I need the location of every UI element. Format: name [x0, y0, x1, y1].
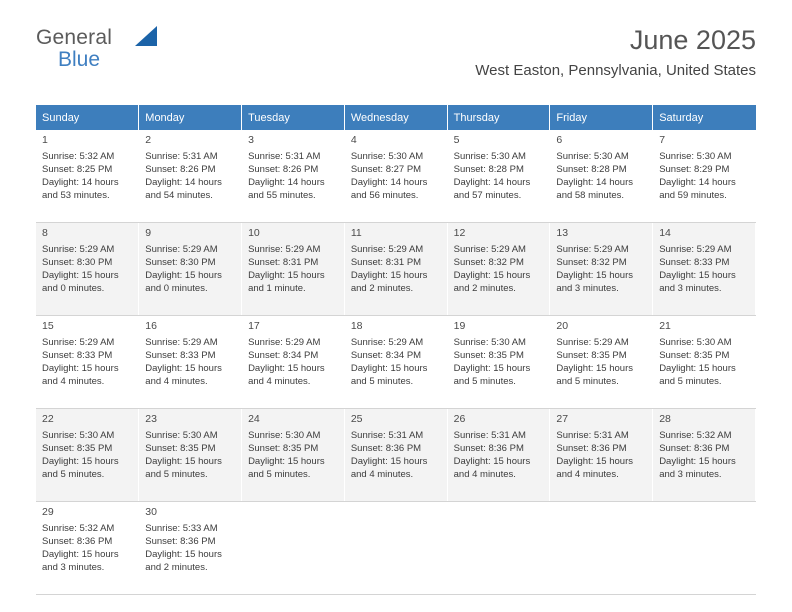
day-detail-line: Sunrise: 5:29 AM	[659, 244, 732, 255]
calendar-week-row	[36, 130, 756, 223]
day-number: 6	[556, 134, 563, 146]
day-detail-line: Sunrise: 5:31 AM	[556, 430, 629, 441]
day-detail-lines	[556, 336, 646, 388]
day-number: 17	[248, 320, 260, 332]
day-detail-line: Sunset: 8:35 PM	[42, 443, 113, 454]
day-detail-line: Daylight: 15 hours	[659, 456, 736, 467]
day-detail-line: Sunrise: 5:29 AM	[248, 337, 321, 348]
day-detail-line: and 2 minutes.	[145, 562, 208, 573]
day-detail-lines	[659, 243, 749, 295]
day-detail-line: Daylight: 15 hours	[556, 270, 633, 281]
day-number: 4	[350, 134, 357, 146]
day-detail-lines	[556, 243, 646, 295]
weekday-header-monday: Monday	[139, 105, 242, 130]
calendar-day-cell[interactable]	[139, 409, 242, 502]
calendar-week-row	[36, 223, 756, 316]
day-detail-line: Sunrise: 5:32 AM	[42, 151, 115, 162]
day-detail-line: Sunrise: 5:30 AM	[556, 151, 629, 162]
day-detail-line: Daylight: 14 hours	[350, 177, 428, 188]
page-header	[36, 0, 756, 79]
calendar-day-cell[interactable]	[36, 316, 139, 409]
day-number: 21	[659, 320, 671, 332]
calendar-day-cell[interactable]	[344, 316, 447, 409]
day-detail-line: Sunset: 8:27 PM	[350, 164, 422, 175]
weekday-header-tuesday: Tuesday	[242, 105, 345, 130]
day-detail-line: Sunset: 8:25 PM	[42, 164, 113, 175]
day-detail-line: Daylight: 15 hours	[453, 270, 531, 281]
day-detail-line: Sunset: 8:34 PM	[350, 350, 422, 361]
day-detail-line: and 5 minutes.	[453, 376, 516, 387]
calendar-cell-empty	[447, 502, 550, 595]
day-detail-line: and 3 minutes.	[42, 562, 105, 573]
day-detail-line: and 4 minutes.	[145, 376, 208, 387]
day-detail-line: Daylight: 15 hours	[350, 270, 428, 281]
day-detail-line: and 5 minutes.	[248, 469, 311, 480]
day-detail-lines	[659, 150, 749, 202]
calendar-day-cell[interactable]	[550, 316, 653, 409]
day-number: 5	[453, 134, 460, 146]
day-detail-line: Daylight: 15 hours	[453, 363, 531, 374]
calendar-day-cell[interactable]	[36, 409, 139, 502]
calendar-day-cell[interactable]	[653, 130, 756, 223]
day-detail-line: Sunset: 8:33 PM	[659, 257, 730, 268]
day-detail-line: Sunset: 8:36 PM	[453, 443, 524, 454]
calendar-day-cell[interactable]	[139, 502, 242, 595]
day-detail-lines	[145, 336, 235, 388]
day-detail-line: Daylight: 15 hours	[453, 456, 531, 467]
day-detail-lines	[248, 150, 338, 202]
day-detail-line: Daylight: 15 hours	[42, 549, 119, 560]
day-detail-lines	[42, 243, 132, 295]
sunrise-sunset-calendar-table	[36, 105, 756, 595]
day-number: 13	[556, 227, 569, 239]
day-detail-line: Daylight: 15 hours	[42, 363, 119, 374]
brand-logo-general: General	[36, 26, 113, 49]
day-detail-line: Sunrise: 5:31 AM	[248, 151, 321, 162]
day-detail-line: and 54 minutes.	[145, 190, 213, 201]
day-detail-line: Daylight: 15 hours	[248, 270, 325, 281]
day-number: 24	[248, 413, 260, 425]
calendar-day-cell[interactable]	[447, 130, 550, 223]
calendar-day-cell[interactable]	[550, 223, 653, 316]
day-detail-line: Daylight: 14 hours	[145, 177, 222, 188]
day-number: 7	[659, 134, 666, 146]
day-detail-line: Sunset: 8:31 PM	[248, 257, 319, 268]
day-number: 14	[659, 227, 671, 239]
day-number: 1	[42, 134, 48, 146]
day-detail-line: Sunset: 8:33 PM	[42, 350, 113, 361]
day-detail-line: Sunset: 8:35 PM	[556, 350, 627, 361]
calendar-day-cell[interactable]	[36, 130, 139, 223]
day-detail-line: Sunrise: 5:29 AM	[145, 244, 218, 255]
day-number: 18	[350, 320, 363, 332]
day-detail-line: Sunrise: 5:31 AM	[145, 151, 218, 162]
day-detail-line: and 0 minutes.	[145, 283, 208, 294]
day-detail-line: Daylight: 15 hours	[145, 270, 222, 281]
day-detail-line: and 5 minutes.	[659, 376, 722, 387]
calendar-day-cell[interactable]	[242, 223, 345, 316]
weekday-header-sunday: Sunday	[36, 105, 139, 130]
day-detail-line: Daylight: 14 hours	[248, 177, 325, 188]
calendar-day-cell[interactable]	[344, 223, 447, 316]
weekday-header-friday: Friday	[550, 105, 653, 130]
day-detail-lines	[454, 429, 544, 481]
day-detail-line: Sunrise: 5:30 AM	[248, 430, 321, 441]
day-number: 16	[145, 320, 157, 332]
day-detail-line: Sunrise: 5:29 AM	[556, 244, 629, 255]
weekday-header-wednesday: Wednesday	[344, 105, 447, 130]
day-detail-lines	[42, 522, 132, 574]
calendar-day-cell[interactable]	[653, 316, 756, 409]
day-detail-line: Daylight: 15 hours	[248, 363, 325, 374]
day-detail-line: Sunset: 8:36 PM	[556, 443, 627, 454]
day-detail-line: and 58 minutes.	[556, 190, 625, 201]
calendar-day-cell[interactable]	[344, 409, 447, 502]
calendar-body	[36, 130, 756, 595]
day-number: 26	[453, 413, 466, 425]
day-detail-line: Sunset: 8:26 PM	[145, 164, 216, 175]
day-detail-line: and 3 minutes.	[659, 469, 722, 480]
day-detail-lines	[351, 336, 441, 388]
day-detail-line: Sunset: 8:28 PM	[556, 164, 627, 175]
day-detail-line: Sunset: 8:32 PM	[453, 257, 524, 268]
day-detail-line: Sunrise: 5:30 AM	[659, 337, 732, 348]
day-detail-line: Daylight: 15 hours	[42, 456, 119, 467]
day-detail-line: Sunrise: 5:33 AM	[145, 523, 218, 534]
day-detail-lines	[42, 336, 132, 388]
calendar-day-cell[interactable]	[447, 223, 550, 316]
day-number: 23	[145, 413, 157, 425]
calendar-day-cell[interactable]	[139, 223, 242, 316]
day-detail-line: and 0 minutes.	[42, 283, 105, 294]
calendar-week-row	[36, 502, 756, 595]
day-detail-lines	[556, 429, 646, 481]
day-detail-line: and 2 minutes.	[350, 283, 414, 294]
day-number: 27	[556, 413, 569, 425]
day-detail-line: Sunrise: 5:30 AM	[42, 430, 115, 441]
day-detail-line: Sunset: 8:32 PM	[556, 257, 627, 268]
day-detail-line: and 5 minutes.	[145, 469, 208, 480]
day-detail-line: Daylight: 15 hours	[659, 270, 736, 281]
day-detail-line: Daylight: 14 hours	[42, 177, 119, 188]
day-detail-line: and 53 minutes.	[42, 190, 110, 201]
calendar-day-cell[interactable]	[653, 223, 756, 316]
day-detail-lines	[42, 429, 132, 481]
brand-logo-blue: Blue	[58, 48, 101, 71]
calendar-day-cell[interactable]	[242, 130, 345, 223]
day-detail-line: Daylight: 15 hours	[659, 363, 736, 374]
day-number: 25	[350, 413, 363, 425]
day-detail-lines	[145, 150, 235, 202]
calendar-day-cell[interactable]	[139, 316, 242, 409]
calendar-day-cell[interactable]	[36, 502, 139, 595]
day-detail-line: Daylight: 15 hours	[145, 549, 222, 560]
day-detail-line: Sunset: 8:29 PM	[659, 164, 730, 175]
day-number: 9	[145, 227, 152, 239]
day-detail-lines	[248, 243, 338, 295]
day-detail-line: and 3 minutes.	[556, 283, 619, 294]
day-number: 10	[248, 227, 260, 239]
day-detail-line: Sunset: 8:36 PM	[42, 536, 113, 547]
day-detail-line: Daylight: 14 hours	[659, 177, 736, 188]
day-detail-line: and 5 minutes.	[350, 376, 414, 387]
day-detail-line: Daylight: 15 hours	[350, 363, 428, 374]
calendar-cell-empty	[550, 502, 653, 595]
day-detail-lines	[145, 243, 235, 295]
day-detail-line: Sunrise: 5:29 AM	[42, 244, 115, 255]
calendar-day-cell[interactable]	[550, 130, 653, 223]
day-detail-line: Daylight: 15 hours	[556, 363, 633, 374]
page-title: June 2025	[629, 25, 756, 55]
day-detail-line: Sunrise: 5:30 AM	[145, 430, 218, 441]
day-detail-line: Sunset: 8:35 PM	[145, 443, 216, 454]
calendar-day-cell[interactable]	[550, 409, 653, 502]
day-detail-lines	[556, 150, 646, 202]
day-detail-line: Sunset: 8:30 PM	[42, 257, 113, 268]
day-detail-line: and 4 minutes.	[248, 376, 311, 387]
day-detail-line: and 57 minutes.	[453, 190, 522, 201]
day-detail-line: Sunrise: 5:32 AM	[42, 523, 115, 534]
day-detail-line: Sunrise: 5:30 AM	[453, 337, 526, 348]
day-detail-lines	[659, 336, 749, 388]
weekday-header-saturday: Saturday	[653, 105, 756, 130]
day-detail-line: and 4 minutes.	[453, 469, 516, 480]
day-detail-line: Sunset: 8:30 PM	[145, 257, 216, 268]
day-number: 30	[145, 506, 157, 518]
day-detail-lines	[145, 522, 235, 574]
day-detail-lines	[42, 150, 132, 202]
day-number: 8	[42, 227, 48, 239]
calendar-cell-empty	[344, 502, 447, 595]
day-number: 22	[42, 413, 54, 425]
day-detail-lines	[454, 336, 544, 388]
day-detail-lines	[351, 429, 441, 481]
day-detail-line: Sunset: 8:34 PM	[248, 350, 319, 361]
day-detail-line: Daylight: 15 hours	[350, 456, 428, 467]
day-detail-line: Sunrise: 5:30 AM	[659, 151, 732, 162]
day-detail-line: Sunset: 8:36 PM	[145, 536, 216, 547]
day-detail-line: and 4 minutes.	[42, 376, 105, 387]
day-detail-line: Sunset: 8:35 PM	[453, 350, 524, 361]
day-detail-line: Daylight: 15 hours	[248, 456, 325, 467]
calendar-day-cell[interactable]	[139, 130, 242, 223]
calendar-header-row	[36, 105, 756, 130]
day-detail-line: Daylight: 15 hours	[145, 363, 222, 374]
day-detail-lines	[248, 429, 338, 481]
day-detail-lines	[248, 336, 338, 388]
day-number: 12	[453, 227, 466, 239]
day-number: 11	[350, 227, 362, 239]
weekday-header-thursday: Thursday	[447, 105, 550, 130]
triangle-logo-mark-icon	[135, 26, 157, 46]
day-detail-line: Sunrise: 5:29 AM	[556, 337, 629, 348]
calendar-day-cell[interactable]	[344, 130, 447, 223]
day-number: 3	[248, 134, 254, 146]
brand-logo	[36, 26, 216, 76]
day-detail-line: Sunset: 8:28 PM	[453, 164, 524, 175]
day-detail-line: Daylight: 14 hours	[453, 177, 531, 188]
day-number: 20	[556, 320, 569, 332]
day-detail-lines	[454, 243, 544, 295]
day-detail-line: Sunset: 8:31 PM	[350, 257, 422, 268]
day-detail-line: Sunset: 8:26 PM	[248, 164, 319, 175]
day-detail-lines	[659, 429, 749, 481]
calendar-day-cell[interactable]	[447, 316, 550, 409]
day-detail-line: Sunrise: 5:29 AM	[145, 337, 218, 348]
day-detail-line: and 56 minutes.	[350, 190, 419, 201]
day-detail-line: and 5 minutes.	[556, 376, 619, 387]
day-detail-line: and 3 minutes.	[659, 283, 722, 294]
day-detail-line: Daylight: 15 hours	[556, 456, 633, 467]
calendar-day-cell[interactable]	[653, 409, 756, 502]
day-detail-line: Sunrise: 5:31 AM	[453, 430, 526, 441]
day-detail-line: and 1 minute.	[248, 283, 306, 294]
day-detail-line: Sunset: 8:35 PM	[248, 443, 319, 454]
day-detail-line: Sunset: 8:36 PM	[659, 443, 730, 454]
calendar-day-cell[interactable]	[447, 409, 550, 502]
day-detail-line: Sunrise: 5:29 AM	[350, 337, 424, 348]
day-detail-line: Sunrise: 5:29 AM	[248, 244, 321, 255]
day-detail-line: Daylight: 14 hours	[556, 177, 633, 188]
calendar-week-row	[36, 409, 756, 502]
day-number: 19	[453, 320, 466, 332]
day-detail-line: Sunrise: 5:30 AM	[453, 151, 526, 162]
day-detail-line: Sunrise: 5:29 AM	[350, 244, 424, 255]
day-detail-lines	[145, 429, 235, 481]
calendar-week-row	[36, 316, 756, 409]
day-detail-line: and 55 minutes.	[248, 190, 316, 201]
day-number: 2	[145, 134, 152, 146]
day-detail-line: Sunrise: 5:29 AM	[453, 244, 526, 255]
day-detail-line: Sunset: 8:36 PM	[350, 443, 422, 454]
day-detail-line: and 4 minutes.	[350, 469, 414, 480]
day-detail-line: Sunset: 8:35 PM	[659, 350, 730, 361]
day-detail-line: and 2 minutes.	[453, 283, 516, 294]
day-detail-line: and 4 minutes.	[556, 469, 619, 480]
day-detail-line: and 59 minutes.	[659, 190, 727, 201]
day-detail-lines	[351, 243, 441, 295]
day-detail-line: Daylight: 15 hours	[42, 270, 119, 281]
calendar-cell-empty	[242, 502, 345, 595]
day-detail-line: Sunrise: 5:29 AM	[42, 337, 115, 348]
day-detail-line: Sunset: 8:33 PM	[145, 350, 216, 361]
calendar-day-cell[interactable]	[242, 316, 345, 409]
location-subtitle: West Easton, Pennsylvania, United States	[475, 62, 756, 79]
day-detail-line: Sunrise: 5:30 AM	[350, 151, 424, 162]
day-number: 15	[42, 320, 54, 332]
day-number: 28	[659, 413, 671, 425]
calendar-day-cell[interactable]	[36, 223, 139, 316]
calendar-day-cell[interactable]	[242, 409, 345, 502]
day-detail-lines	[351, 150, 441, 202]
day-detail-line: and 5 minutes.	[42, 469, 105, 480]
day-detail-line: Sunrise: 5:31 AM	[350, 430, 424, 441]
calendar-cell-empty	[653, 502, 756, 595]
day-detail-lines	[454, 150, 544, 202]
day-detail-line: Sunrise: 5:32 AM	[659, 430, 732, 441]
day-number: 29	[42, 506, 54, 518]
day-detail-line: Daylight: 15 hours	[145, 456, 222, 467]
